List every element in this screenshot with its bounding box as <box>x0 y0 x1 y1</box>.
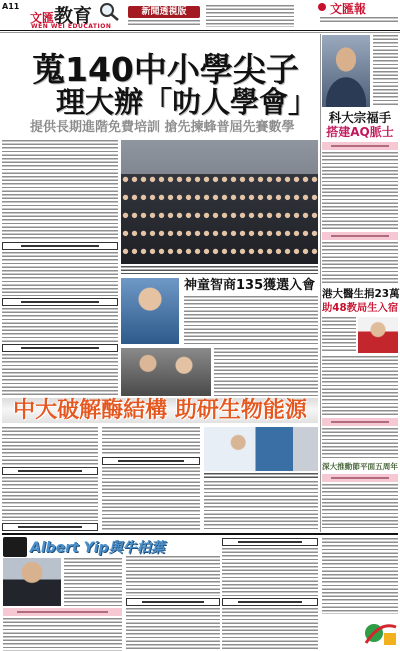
cuhk-subheading <box>2 467 98 475</box>
cuhk-body-text <box>2 477 98 521</box>
cuhk-subheading <box>102 457 200 465</box>
cuhk-subheading <box>2 523 98 531</box>
cuhk-body-text <box>204 481 318 531</box>
profile-subheading <box>126 598 220 606</box>
profile-pink-subheading <box>3 608 122 616</box>
photo-sidebar-donor <box>358 317 398 353</box>
sidebar-story1-headline-line2: 搭建AQ脈士 <box>326 125 394 139</box>
cuhk-body-text <box>102 427 200 455</box>
photo-caption <box>121 266 318 274</box>
photo-sidebar-portrait <box>322 35 370 107</box>
masthead-rule-thin <box>0 32 400 33</box>
lead-body-text <box>2 252 118 296</box>
sidebar-body-text <box>322 428 398 458</box>
gifted-headline: 神童智商135獲選入會 <box>184 278 316 293</box>
section-logo-part1: 文匯 <box>30 11 55 25</box>
sidebar-pink-subheading <box>322 142 398 150</box>
sidebar-body-text <box>322 152 398 230</box>
photo-crowd-rows <box>121 174 318 264</box>
sidebar-body-text <box>322 484 398 528</box>
section-label-subtext <box>128 20 200 26</box>
emblem-icon <box>318 3 326 11</box>
sidebar-body-text <box>322 242 398 284</box>
lead-body-text <box>2 354 118 396</box>
section-logo-english: WEN WEI EDUCATION <box>31 23 112 30</box>
profile-headline: Albert Yip與牛柏葉 <box>30 540 165 556</box>
editor-info <box>206 5 294 27</box>
photo-profile-subject <box>3 558 61 606</box>
bottom-subheading <box>222 538 318 546</box>
bottom-subheading <box>222 598 318 606</box>
lead-headline-line2: 理大辦「叻人學會」 <box>56 85 318 119</box>
lead-subheading <box>2 298 118 306</box>
lead-headline-line1: 蒐140中小學尖子 <box>32 50 299 89</box>
profile-body-text <box>126 608 220 651</box>
sidebar-story1-headline-line1: 科大宗福手 <box>328 110 392 125</box>
gifted-body-text <box>184 296 318 344</box>
bottom-right-body-text <box>322 538 398 614</box>
paper-logo: 文匯報 <box>330 2 367 16</box>
sidebar-body-text <box>322 356 398 416</box>
masthead-rule <box>0 30 400 31</box>
sidebar-story2-headline-line1: 港大醫生捐23萬 <box>322 288 400 300</box>
corner-logo-block <box>384 633 396 645</box>
photo-cuhk-researcher <box>204 427 318 471</box>
photo-caption <box>204 473 318 479</box>
bottom-body-text <box>222 548 318 596</box>
lead-subheadline: 提供長期進階免費培訓 搶先揀蜂普屆先賽數學 <box>30 120 295 135</box>
lead-subheading <box>2 242 118 250</box>
page-number: A11 <box>2 2 20 11</box>
lead-subheading <box>2 344 118 352</box>
section-logo-part2: 教育 <box>54 5 93 27</box>
cuhk-body-text <box>2 427 98 465</box>
photo-parent-child <box>121 348 211 396</box>
sidebar-pink-subheading <box>322 232 398 240</box>
cuhk-banner <box>2 398 318 423</box>
cuhk-headline: 中大破解酶結構 助研生物能源 <box>13 398 307 423</box>
photo-gifted-child <box>121 278 179 344</box>
sidebar-body-text <box>322 317 356 353</box>
magnifier-handle <box>112 15 119 21</box>
profile-body-text <box>3 618 122 651</box>
photo-group-students <box>121 140 318 264</box>
cuhk-body-text <box>102 467 200 531</box>
sidebar-pink-subheading <box>322 418 398 426</box>
lead-body-text <box>2 140 118 240</box>
sidebar-pink-subheading <box>322 474 398 482</box>
section-rule <box>2 533 398 535</box>
lead-body-text <box>2 308 118 342</box>
section-label: 新聞透視版 <box>128 6 200 18</box>
profile-body-text <box>64 558 122 606</box>
sidebar-story2-headline-line2: 助48教局生入宿 <box>322 302 399 314</box>
magnifier-icon <box>98 2 120 22</box>
magnifier-lens <box>101 4 113 16</box>
column-divider <box>320 34 321 532</box>
issue-date <box>320 17 398 23</box>
profile-body-text <box>126 556 220 596</box>
sidebar-portrait-caption <box>373 35 398 107</box>
sidebar-story3-headline: 深大推動節平面五周年 <box>322 462 398 471</box>
bottom-body-text <box>222 608 318 651</box>
corner-logo-icon <box>362 617 398 649</box>
profile-badge-icon <box>3 537 27 557</box>
gifted-body-text <box>214 348 318 396</box>
